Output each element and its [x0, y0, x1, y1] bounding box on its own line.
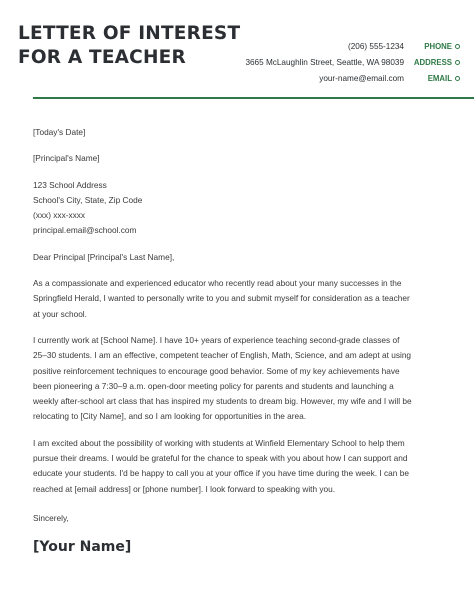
- paragraph-3: [33, 436, 433, 497]
- recipient-address: [33, 178, 433, 239]
- paragraph-line: 25–30 students. I am an effective, competent teacher of English, Math, Science, and am adept at using: [33, 350, 412, 361]
- closing: Sincerely,: [33, 513, 69, 523]
- contact-row-phone: [160, 38, 460, 54]
- phone-value: (206) 555-1234: [348, 41, 404, 51]
- bullet-dot-icon: [455, 76, 460, 81]
- paragraph-line: reached at [email address] or [phone number]. I look forward to speaking with you.: [33, 483, 336, 494]
- paragraph-line: positive reinforcement techniques to encourage good behavior. Some of my key achievements have: [33, 365, 400, 376]
- paragraph-line: been pioneering a 7:30–9 a.m. open-door meeting policy for parents and students and launching a: [33, 380, 394, 391]
- address-line: School's City, State, Zip Code: [33, 194, 143, 205]
- paragraph-line: relocating to [City Name], and so I am looking for opportunities in the area.: [33, 411, 307, 422]
- title-line-2: FOR A TEACHER: [18, 47, 186, 68]
- contact-block: [160, 38, 460, 86]
- paragraph-line: I currently work at [School Name]. I have 10+ years of experience teaching second-grade classes of: [33, 334, 400, 345]
- contact-row-email: [160, 70, 460, 86]
- address-value: 3665 McLaughlin Street, Seattle, WA 98039: [245, 57, 404, 67]
- bullet-dot-icon: [455, 44, 460, 49]
- bullet-dot-icon: [455, 60, 460, 65]
- address-label: ADDRESS: [413, 57, 452, 67]
- email-label: EMAIL: [427, 73, 452, 83]
- address-line: principal.email@school.com: [33, 225, 137, 236]
- date-line: [Today's Date]: [33, 127, 86, 137]
- principal-name: [Principal's Name]: [33, 153, 100, 164]
- paragraph-line: Springfield Herald, I wanted to personally write to you and submit myself for consideration as a teacher: [33, 293, 410, 304]
- phone-label: PHONE: [424, 41, 452, 51]
- paragraph-line: at your school.: [33, 308, 87, 319]
- address-line: 123 School Address: [33, 179, 107, 190]
- email-value: your-name@email.com: [319, 73, 404, 83]
- salutation: Dear Principal [Principal's Last Name],: [33, 251, 175, 262]
- paragraph-1: [33, 276, 433, 322]
- paragraph-line: weekly after-school art class that has inspired my students to dream big. However, my wife and I will be: [33, 396, 412, 407]
- paragraph-2: [33, 333, 433, 425]
- contact-row-address: [160, 54, 460, 70]
- address-line: (xxx) xxx-xxxx: [33, 210, 86, 221]
- paragraph-line: pursue their dreams. I would be grateful for the chance to speak with you about how I can support and: [33, 453, 408, 464]
- signature-name: [Your Name]: [33, 539, 132, 555]
- paragraph-line: As a compassionate and experienced educator who recently read about your many successes in the: [33, 278, 402, 289]
- header-divider: [33, 97, 474, 99]
- title-line-1: LETTER OF INTEREST: [18, 23, 241, 44]
- letter-body: [33, 125, 433, 497]
- paragraph-line: I am excited about the possibility of working with students at Winfield Elementary School to help them: [33, 437, 405, 448]
- paragraph-line: educate your students. I'd be happy to call you at your office if you have time during the week. I can be: [33, 468, 409, 479]
